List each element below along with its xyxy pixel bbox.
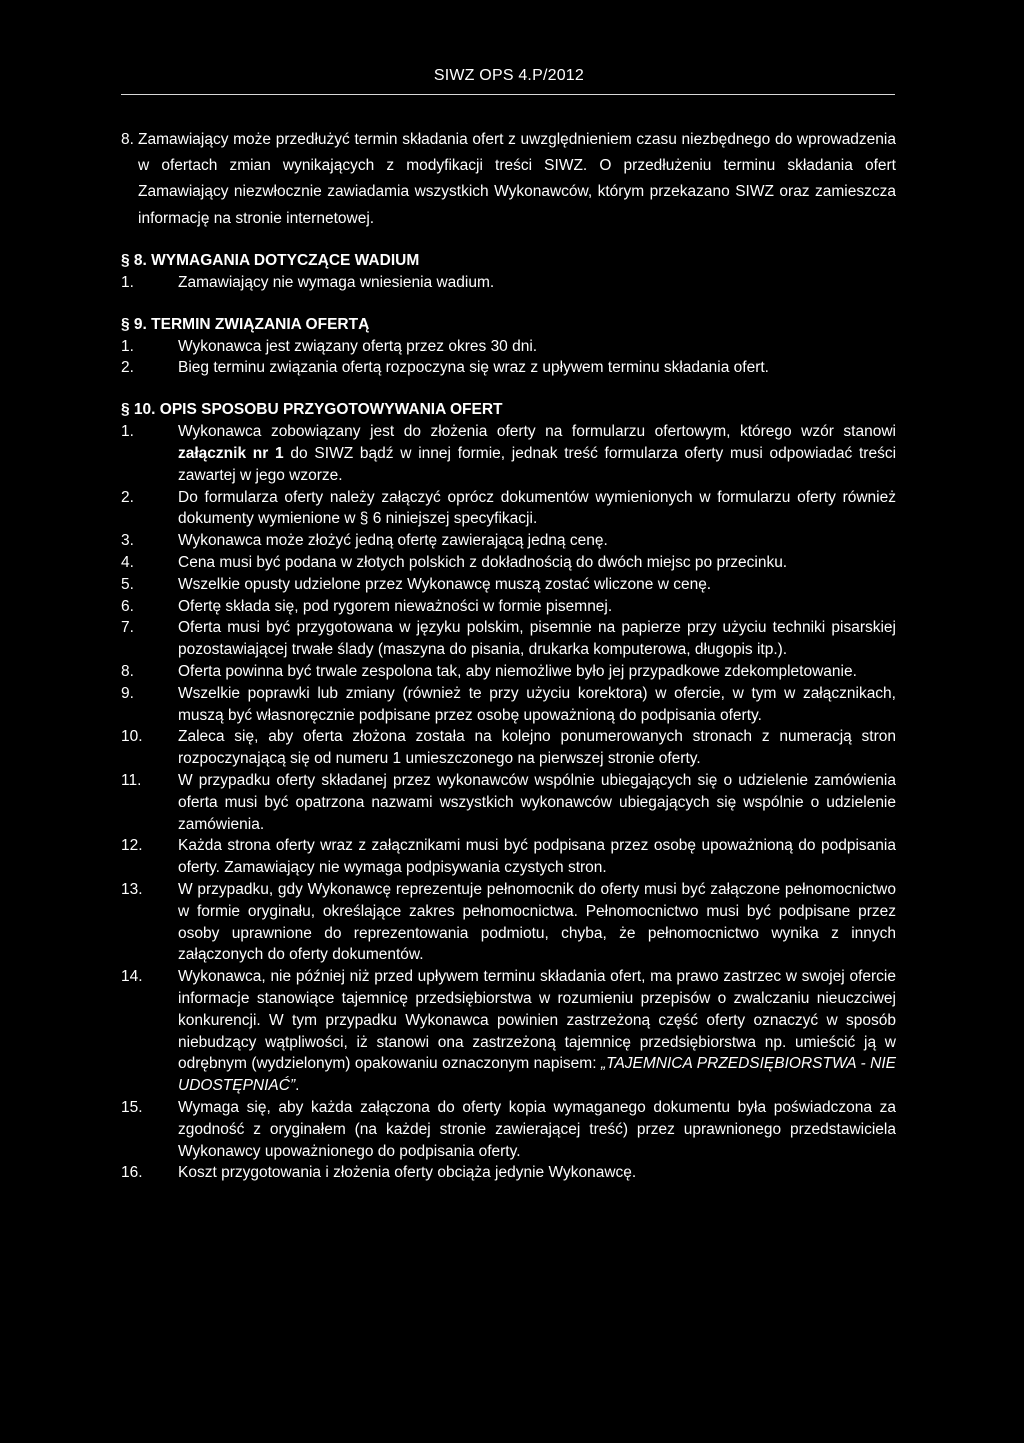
item-number: 8. [121, 131, 134, 148]
item-text: Do formularza oferty należy załączyć oprócz dokumentów wymienionych w formularzu oferty również dokumenty wymienione w § 6 niniejszej specyfikacji. [178, 488, 896, 528]
list-item [121, 530, 896, 552]
list-item [121, 336, 896, 358]
document-code: SIWZ OPS 4.P/2012 [433, 67, 584, 84]
section-9-heading: § 9. TERMIN ZWIĄZANIA OFERTĄ [121, 315, 370, 333]
list-item [121, 357, 896, 379]
item-text: Cena musi być podana w złotych polskich z dokładnością do dwóch miejsc po przecinku. [178, 553, 788, 571]
item-text-part: Wykonawca, nie później niż przed upływem terminu składania ofert, ma prawo zastrzec w swojej ofercie informacje stanowiące tajemnicę przedsiębiorstwa w rozumieniu przepisów o zwalczaniu nieuczciwej konkurencji. W tym przypadku Wykonawca powinien zastrzeżoną część oferty oznaczyć w sposób niebudzący wątpliwości, iż stanowi ona zastrzeżoną tajemnicę przedsiębiorstwa np. umieścić ją w odrębnym (wydzielonym) opakowaniu oznaczonym napisem: [178, 968, 896, 1073]
item-number: 1. [121, 273, 134, 291]
item-number: 1. [121, 423, 134, 441]
item-text: W przypadku, gdy Wykonawcę reprezentuje pełnomocnik do oferty musi być załączone pełnomocnictwo w formie oryginału, określające zakres pełnomocnictwa. Pełnomocnictwo musi być podpisane przez osoby uprawnione do reprezentowania podmiotu, chyba, że pełnomocnictwo wynika z innych załączonych do oferty dokumentów. [178, 880, 896, 964]
list-item [121, 1097, 896, 1162]
section-10-heading: § 10. OPIS SPOSOBU PRZYGOTOWYWANIA OFERT [121, 401, 503, 419]
item-text-part: Wykonawca zobowiązany jest do złożenia oferty na formularzu ofertowym, którego wzór stanowi [178, 423, 896, 441]
item-number: 9. [121, 684, 134, 702]
intro-item [121, 127, 896, 232]
item-text: Wszelkie poprawki lub zmiany (również te przy użyciu korektora) w ofercie, w tym w załącznikach, muszą być własnoręcznie podpisane przez osobę upoważnioną do podpisania oferty. [178, 684, 896, 724]
list-item [121, 726, 896, 770]
list-item [121, 617, 896, 661]
section-8-heading: § 8. WYMAGANIA DOTYCZĄCE WADIUM [121, 251, 420, 269]
item-number: 13. [121, 880, 143, 898]
item-number: 4. [121, 553, 134, 571]
list-item [121, 661, 896, 683]
item-text: Wszelkie opusty udzielone przez Wykonawcę muszą zostać wliczone w cenę. [178, 575, 712, 593]
item-text: Wykonawca jest związany ofertą przez okres 30 dni. [178, 337, 538, 355]
list-item [121, 574, 896, 596]
item-text: Bieg terminu związania ofertą rozpoczyna się wraz z upływem terminu składania ofert. [178, 359, 769, 377]
item-text: Zamawiający może przedłużyć termin składania ofert z uwzględnieniem czasu niezbędnego do wprowadzenia w ofertach zmian wynikających z modyfikacji treści SIWZ. O przedłużeniu terminu składania ofert Zamawiający niezwłocznie zawiadamia wszystkich Wykonawców, którym przekazano SIWZ oraz zamieszcza informację na stronie internetowej. [138, 131, 896, 227]
list-item [121, 835, 896, 879]
item-number: 12. [121, 837, 143, 855]
document-body [121, 127, 896, 1184]
confidentiality-label: „TAJEMNICA PRZEDSIĘBIORSTWA - NIE UDOSTĘPNIAĆ” [178, 1055, 897, 1095]
list-item [121, 966, 896, 1097]
list-item [121, 421, 896, 486]
item-number: 6. [121, 597, 134, 615]
item-number: 3. [121, 532, 134, 550]
item-number: 8. [121, 662, 134, 680]
item-text: Wymaga się, aby każda załączona do oferty kopia wymaganego dokumentu była poświadczona za zgodność z oryginałem (na każdej stronie zawierającej treść) przez uprawnionego przedstawiciela Wykonawcy upoważnionego do podpisania oferty. [178, 1098, 896, 1160]
item-number: 2. [121, 359, 134, 377]
item-text: Oferta powinna być trwale zespolona tak, aby niemożliwe było jej przypadkowe zdekompletowanie. [178, 662, 857, 680]
item-text: Zaleca się, aby oferta złożona została na kolejno ponumerowanych stronach z numeracją stron rozpoczynającą się od numeru 1 umieszczonego na pierwszej stronie oferty. [178, 728, 896, 768]
list-item [121, 1162, 896, 1184]
list-item [121, 879, 896, 966]
item-text: Zamawiający nie wymaga wniesienia wadium. [178, 273, 495, 291]
item-number: 1. [121, 337, 134, 355]
item-number: 7. [121, 619, 134, 637]
item-text-part: do SIWZ bądź w innej formie, jednak treść formularza oferty musi odpowiadać treści zawartej w jego wzorze. [178, 445, 897, 484]
item-number: 11. [121, 771, 142, 789]
item-text: Wykonawca może złożyć jedną ofertę zawierającą jedną cenę. [178, 532, 608, 550]
item-text-part: . [295, 1077, 300, 1095]
list-item [121, 683, 896, 727]
list-item [121, 487, 896, 531]
item-number: 5. [121, 575, 134, 593]
item-text: Oferta musi być przygotowana w języku polskim, pisemnie na papierze przy użyciu techniki pisarskiej pozostawiającej trwałe ślady (maszyna do pisania, drukarka komputerowa, długopis itp.). [178, 619, 896, 659]
item-number: 14. [121, 968, 143, 986]
item-text: Ofertę składa się, pod rygorem nieważności w formie pisemnej. [178, 597, 613, 615]
attachment-reference: załącznik nr 1 [178, 445, 284, 462]
list-item [121, 272, 896, 294]
item-number: 15. [121, 1098, 143, 1116]
item-number: 2. [121, 488, 134, 506]
item-text: W przypadku oferty składanej przez wykonawców wspólnie ubiegających się o udzielenie zamówienia oferta musi być opatrzona nazwami wszystkich wykonawców ubiegających się wspólnie o udzielenie zamówienia. [178, 771, 896, 833]
item-text: Każda strona oferty wraz z załącznikami musi być podpisana przez osobę upoważnioną do podpisania oferty. Zamawiający nie wymaga podpisywania czystych stron. [178, 837, 896, 877]
list-item [121, 596, 896, 618]
item-text: Koszt przygotowania i złożenia oferty obciąża jedynie Wykonawcę. [178, 1164, 637, 1182]
list-item [121, 552, 896, 574]
item-number: 10. [121, 728, 143, 746]
list-item [121, 770, 896, 835]
item-number: 16. [121, 1164, 143, 1182]
page-header [121, 64, 895, 95]
